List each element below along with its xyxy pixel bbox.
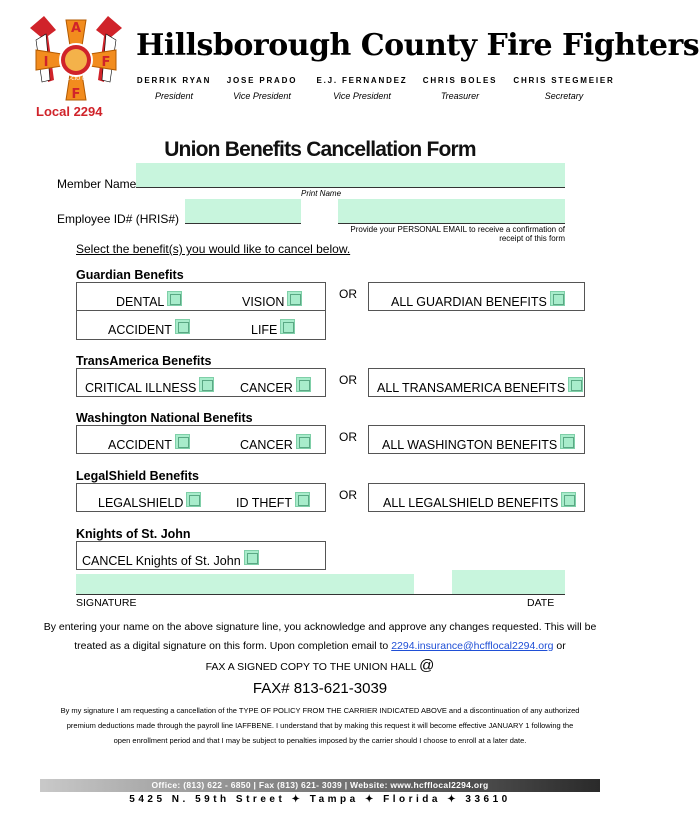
washington-all-option[interactable] — [382, 434, 575, 452]
fine-line-2: premium deductions made through the payroll line IAFFBENE. I understand that by making this request it will become effective JANUARY 1 following the — [66, 721, 574, 730]
life-checkbox[interactable] — [280, 319, 295, 334]
guardian-dental-option[interactable] — [116, 291, 182, 309]
option-label: ALL LEGALSHIELD BENEFITS — [383, 496, 559, 510]
critical-illness-option[interactable] — [85, 377, 214, 395]
employee-id-field[interactable] — [185, 199, 301, 224]
officer-name: E.J. FERNANDEZ — [316, 76, 408, 85]
option-label: ALL TRANSAMERICA BENEFITS — [377, 381, 566, 395]
email-note-line-2: receipt of this form — [499, 234, 565, 243]
date-label: DATE — [527, 597, 555, 609]
signature-label: SIGNATURE — [76, 597, 137, 609]
or-label: OR — [339, 373, 357, 387]
footer-address: 5425 N. 59th Street ✦ Tampa ✦ Florida ✦ 33610 — [129, 794, 511, 805]
signature-field[interactable] — [76, 574, 414, 594]
at-symbol: @ — [419, 657, 435, 674]
option-label: CRITICAL ILLNESS — [85, 381, 197, 395]
logo-letter-a: A — [70, 21, 82, 36]
officer-secretary — [508, 76, 620, 101]
employee-id-label: Employee ID# (HRIS#) — [57, 212, 180, 226]
union-logo — [22, 10, 130, 110]
officer-role: Vice President — [233, 91, 291, 101]
ack-line-2 — [30, 637, 610, 656]
officer-name: DERRIK RYAN — [136, 76, 212, 85]
officer-vp-2 — [312, 76, 412, 101]
logo-letter-f-right: F — [101, 55, 111, 70]
accident-checkbox[interactable] — [175, 434, 190, 449]
or-label: OR — [339, 287, 357, 301]
knights-section-title: Knights of St. John — [76, 527, 191, 541]
fine-line-3: open enrollment period and that I may be subject to penalties imposed by the carrier should I choose to enroll at a later date. — [113, 736, 527, 745]
officer-name: CHRIS BOLES — [422, 76, 498, 85]
legalshield-section-title: LegalShield Benefits — [76, 469, 199, 483]
officer-role: President — [154, 91, 194, 101]
option-label: ID THEFT — [236, 496, 293, 510]
legalshield-option[interactable] — [98, 492, 201, 510]
cancer-checkbox[interactable] — [296, 377, 311, 392]
cancer-checkbox[interactable] — [296, 434, 311, 449]
transamerica-cancer-option[interactable] — [240, 377, 311, 395]
dental-checkbox[interactable] — [167, 291, 182, 306]
officer-treasurer — [418, 76, 502, 101]
accident-checkbox[interactable] — [175, 319, 190, 334]
guardian-all-option[interactable] — [391, 291, 565, 309]
org-title: Hillsborough County Fire Fighters — [136, 28, 699, 63]
washington-accident-option[interactable] — [108, 434, 190, 452]
fine-line-1: By my signature I am requesting a cancellation of the TYPE OF POLICY FROM THE CARRIER INDICATED ABOVE and a discontinuation of any authorized — [60, 706, 580, 715]
local-number: Local 2294 — [36, 104, 103, 119]
id-theft-checkbox[interactable] — [295, 492, 310, 507]
member-name-field[interactable] — [136, 163, 565, 188]
officer-president — [134, 76, 214, 101]
option-label: ALL WASHINGTON BENEFITS — [382, 438, 558, 452]
all-guardian-checkbox[interactable] — [550, 291, 565, 306]
signature-line — [76, 594, 565, 595]
option-label: CANCER — [240, 381, 293, 395]
option-label: CANCER — [240, 438, 293, 452]
insurance-email-link[interactable]: 2294.insurance@hcfflocal2294.org — [391, 640, 554, 652]
or-label: OR — [339, 488, 357, 502]
member-name-label: Member Name — [57, 177, 137, 191]
option-label: DENTAL — [116, 295, 165, 309]
guardian-life-option[interactable] — [251, 319, 295, 337]
legalshield-checkbox[interactable] — [186, 492, 201, 507]
guardian-accident-option[interactable] — [108, 319, 190, 337]
officer-name: JOSE PRADO — [226, 76, 298, 85]
fax-line-text: FAX A SIGNED COPY TO THE UNION HALL — [205, 661, 417, 673]
logo-letter-f-bottom: F — [71, 87, 81, 102]
washington-section-title: Washington National Benefits — [76, 411, 253, 425]
logo-letter-i: I — [43, 55, 49, 70]
date-field[interactable] — [452, 570, 565, 594]
id-theft-option[interactable] — [236, 492, 310, 510]
option-label: LIFE — [251, 323, 278, 337]
ack-line-1: By entering your name on the above signature line, you acknowledge and approve any changes requested. This will be — [43, 621, 597, 633]
option-label: VISION — [242, 295, 285, 309]
acknowledgement-paragraph — [30, 618, 610, 656]
option-label: LEGALSHIELD — [98, 496, 184, 510]
ack-line-2-end: or — [556, 640, 566, 652]
vision-checkbox[interactable] — [287, 291, 302, 306]
form-title: Union Benefits Cancellation Form — [164, 138, 476, 161]
ack-line-2-text: treated as a digital signature on this form. Upon completion email to — [74, 640, 389, 652]
all-legalshield-checkbox[interactable] — [561, 492, 576, 507]
washington-cancer-option[interactable] — [240, 434, 311, 452]
all-washington-checkbox[interactable] — [560, 434, 575, 449]
transamerica-section-title: TransAmerica Benefits — [76, 354, 212, 368]
knights-cancel-option[interactable] — [82, 550, 259, 568]
fax-number: FAX# 813-621-3039 — [252, 680, 388, 697]
option-label: ALL GUARDIAN BENEFITS — [391, 295, 547, 309]
officer-name: CHRIS STEGMEIER — [513, 76, 615, 85]
legalshield-all-option[interactable] — [383, 492, 576, 510]
all-transamerica-checkbox[interactable] — [568, 377, 583, 392]
personal-email-field[interactable] — [338, 199, 565, 224]
option-label: ACCIDENT — [108, 438, 172, 452]
guardian-row-divider — [76, 310, 326, 311]
officer-role: Treasurer — [440, 91, 480, 101]
option-label: ACCIDENT — [108, 323, 172, 337]
instruction-text: Select the benefit(s) you would like to cancel below. — [76, 242, 351, 256]
footer-contact-bar: Office: (813) 622 - 6850 | Fax (813) 621- 3039 | Website: www.hcfflocal2294.org — [40, 779, 600, 792]
logo-ring-text: AFL-CIO CLC — [60, 76, 92, 82]
or-label: OR — [339, 430, 357, 444]
email-note-line-1: Provide your PERSONAL EMAIL to receive a confirmation of — [350, 225, 565, 234]
email-note — [330, 225, 565, 243]
transamerica-all-option[interactable] — [377, 377, 583, 395]
officer-role: Secretary — [544, 91, 584, 101]
fax-instruction — [30, 656, 610, 677]
critical-illness-checkbox[interactable] — [199, 377, 214, 392]
option-label: CANCEL Knights of St. John — [82, 554, 241, 568]
guardian-section-title: Guardian Benefits — [76, 268, 184, 282]
guardian-vision-option[interactable] — [242, 291, 302, 309]
authorization-fine-print — [30, 703, 610, 748]
officer-role: Vice President — [333, 91, 391, 101]
print-name-caption: Print Name — [301, 189, 342, 198]
knights-checkbox[interactable] — [244, 550, 259, 565]
officer-vp-1 — [222, 76, 302, 101]
